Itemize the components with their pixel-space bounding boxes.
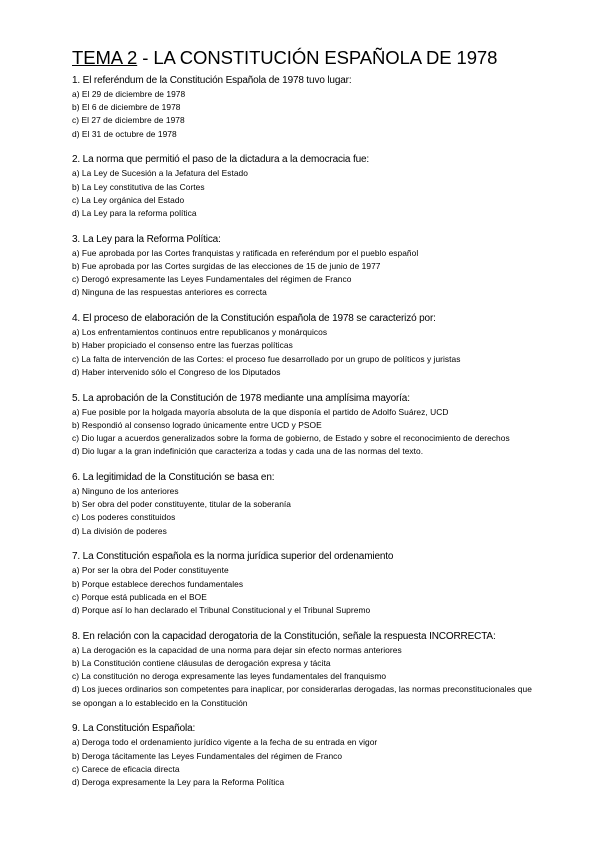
question-text: 1. El referéndum de la Constitución Española de 1978 tuvo lugar: (72, 75, 352, 86)
answer-option: d) Haber intervenido sólo el Congreso de los Diputados (72, 366, 281, 377)
question-text: 5. La aprobación de la Constitución de 1978 mediante una amplísima mayoría: (72, 392, 410, 404)
question-block (72, 722, 532, 789)
question-text: 8. En relación con la capacidad derogatoria de la Constitución, señale la respuesta INCORRECTA: (72, 630, 496, 642)
title-prefix: TEMA 2 (72, 47, 138, 68)
answer-option: a) La Ley de Sucesión a la Jefatura del Estado (72, 168, 248, 179)
answer-option: b) Respondió al consenso logrado únicamente entre UCD y PSOE (72, 419, 322, 430)
answer-option: d) La Ley para la reforma política (72, 208, 197, 219)
question-block (72, 153, 532, 220)
answer-option: d) La división de poderes (72, 525, 167, 536)
answer-option: a) Por ser la obra del Poder constituyente (72, 565, 229, 576)
answer-option: b) Fue aprobada por las Cortes surgidas de las elecciones de 15 de junio de 1977 (72, 261, 381, 272)
question-block (72, 74, 532, 141)
question-list (72, 74, 532, 789)
answer-option: b) El 6 de diciembre de 1978 (72, 102, 181, 113)
question-text: 9. La Constitución Española: (72, 723, 196, 735)
answer-option: c) La falta de intervención de las Cortes: el proceso fue desarrollado por un grupo de políticos y juristas (72, 353, 461, 364)
answer-option: c) Derogó expresamente las Leyes Fundamentales del régimen de Franco (72, 274, 352, 285)
answer-option: d) Deroga expresamente la Ley para la Reforma Política (72, 777, 285, 788)
answer-option: a) El 29 de diciembre de 1978 (72, 89, 186, 99)
question-block (72, 312, 532, 379)
answer-option: c) Carece de eficacia directa (72, 763, 180, 774)
answer-option: a) Los enfrentamientos continuos entre republicanos y monárquicos (72, 327, 328, 338)
answer-option: d) Los jueces ordinarios son competentes para inaplicar, por considerarlas derogadas, las normas preconstitucionales que se opongan a lo establecido en la Constitución (72, 684, 532, 708)
exam-page (72, 46, 532, 789)
answer-option: c) Los poderes constituidos (72, 512, 176, 523)
question-text: 2. La norma que permitió el paso de la dictadura a la democracia fue: (72, 154, 370, 166)
answer-option: d) El 31 de octubre de 1978 (72, 128, 177, 139)
question-text: 7. La Constitución española es la norma jurídica superior del ordenamiento (72, 551, 394, 563)
question-text: 4. El proceso de elaboración de la Constitución española de 1978 se caracterizó por: (72, 313, 436, 325)
answer-option: a) Deroga todo el ordenamiento jurídico vigente a la fecha de su entrada en vigor (72, 737, 378, 748)
answer-option: a) Ninguno de los anteriores (72, 486, 179, 497)
question-block (72, 471, 532, 538)
answer-option: c) La constitución no deroga expresamente las leyes fundamentales del franquismo (72, 671, 387, 682)
answer-option: d) Dio lugar a la gran indefinición que caracteriza a todas y cada una de las normas del texto. (72, 446, 424, 457)
question-block (72, 550, 532, 617)
answer-option: b) Deroga tácitamente las Leyes Fundamentales del régimen de Franco (72, 750, 343, 761)
answer-option: c) La Ley orgánica del Estado (72, 194, 185, 205)
answer-option: b) La Constitución contiene cláusulas de derogación expresa y tácita (72, 658, 331, 669)
page-title (72, 46, 532, 70)
answer-option: c) El 27 de diciembre de 1978 (72, 115, 185, 126)
question-text: 3. La Ley para la Reforma Política: (72, 233, 221, 245)
answer-option: d) Porque así lo han declarado el Tribunal Constitucional y el Tribunal Supremo (72, 605, 371, 616)
answer-option: a) Fue aprobada por las Cortes franquistas y ratificada en referéndum por el pueblo español (72, 247, 419, 258)
question-block (72, 233, 532, 300)
answer-option: b) Ser obra del poder constituyente, titular de la soberanía (72, 499, 292, 510)
answer-option: a) Fue posible por la holgada mayoría absoluta de la que disponía el partido de Adolfo Suárez, UCD (72, 406, 449, 417)
answer-option: b) La Ley constitutiva de las Cortes (72, 181, 205, 192)
question-block (72, 630, 532, 710)
answer-option: b) Porque establece derechos fundamentales (72, 578, 244, 589)
answer-option: a) La derogación es la capacidad de una norma para dejar sin efecto normas anteriores (72, 644, 402, 655)
answer-option: c) Dio lugar a acuerdos generalizados sobre la forma de gobierno, de Estado y sobre el reconocimiento de derechos (72, 433, 510, 444)
question-block (72, 392, 532, 459)
answer-option: d) Ninguna de las respuestas anteriores es correcta (72, 287, 267, 298)
question-text: 6. La legitimidad de la Constitución se basa en: (72, 472, 275, 484)
answer-option: c) Porque está publicada en el BOE (72, 591, 207, 602)
title-rest: - LA CONSTITUCIÓN ESPAÑOLA DE 1978 (137, 47, 498, 68)
answer-option: b) Haber propiciado el consenso entre las fuerzas políticas (72, 340, 293, 351)
